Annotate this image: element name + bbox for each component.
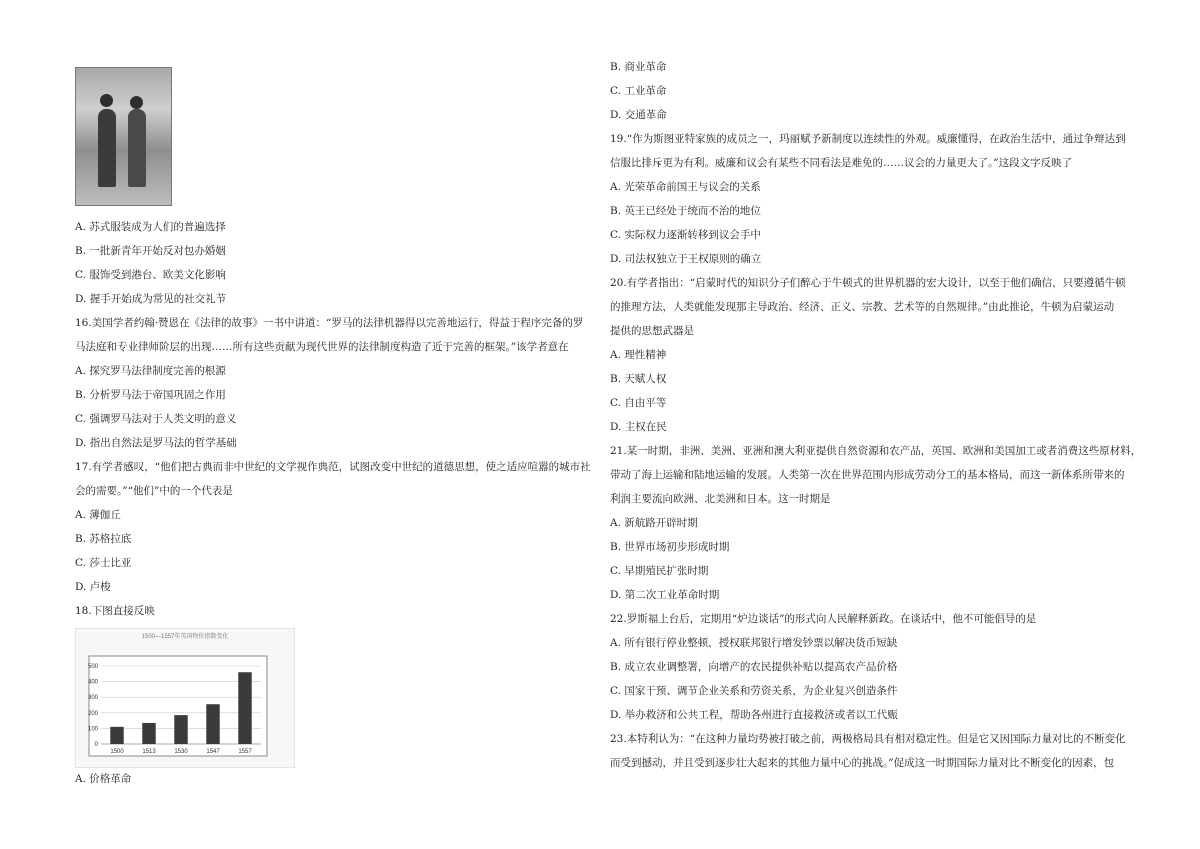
chart-x-tick-label: 1513 (142, 749, 156, 755)
q23-stem-line-1: 23.本特利认为：“在这种力量均势被打破之前，两极格局具有相对稳定性。但是它又因国际力量对比的不断变化 (610, 733, 1126, 745)
chart-y-tick-label: 500 (87, 664, 98, 670)
q17-stem-line-1: 17.有学者感叹，“他们把古典而非中世纪的文学视作典范，试图改变中世纪的道德思想，使之适应喧嚣的城市社 (75, 461, 591, 473)
q21-option-c: C. 早期殖民扩张时期 (610, 565, 709, 577)
couple-photo-image (75, 67, 172, 206)
q17-option-c: C. 莎士比亚 (75, 557, 132, 569)
chart-title: 1500—1557年英国物价指数变化 (141, 634, 229, 640)
woman-figure-icon (128, 109, 146, 187)
chart-y-tick-label: 400 (87, 679, 98, 686)
chart-bar-1500 (110, 727, 123, 744)
q21-stem-line-2: 带动了海上运输和陆地运输的发展。人类第一次在世界范围内形成劳动分工的基本格局，而这一新体系所带来的 (610, 469, 1125, 481)
q16-option-a: A. 探究罗马法律制度完善的根源 (75, 365, 226, 377)
q19-option-b: B. 英王已经处于统而不治的地位 (610, 205, 761, 217)
man-head-icon (100, 94, 113, 107)
q18-option-c: C. 工业革命 (610, 85, 667, 97)
chart-bar-1557 (238, 672, 251, 744)
q21-option-a: A. 新航路开辟时期 (610, 517, 698, 529)
q22-stem: 22.罗斯福上台后，定期用“炉边谈话”的形式向人民解释新政。在谈话中，他不可能倡导的是 (610, 613, 1037, 625)
q19-stem-line-1: 19.“作为斯图亚特家族的成员之一，玛丽赋予新制度以连续性的外观。威廉懂得，在政治生活中，通过争辩达到 (610, 133, 1126, 145)
q17-stem-line-2: 会的需要。”“他们”中的一个代表是 (75, 485, 233, 497)
q20-option-b: B. 天赋人权 (610, 373, 667, 385)
q19-option-c: C. 实际权力逐渐转移到议会手中 (610, 229, 761, 241)
q16-option-b: B. 分析罗马法于帝国巩固之作用 (75, 389, 226, 401)
price-index-chart (75, 628, 295, 768)
q20-option-a: A. 理性精神 (610, 349, 667, 361)
q16-stem-line-1: 16.美国学者约翰·赞恩在《法律的故事》一书中讲道：“罗马的法律机器得以完善地运行，得益于程序完备的罗 (75, 317, 584, 329)
q22-option-a: A. 所有银行停业整顿，授权联邦银行增发钞票以解决货币短缺 (610, 637, 898, 649)
q20-option-d: D. 主权在民 (610, 421, 667, 433)
chart-x-tick-label: 1530 (174, 749, 188, 755)
q21-stem-line-1: 21.某一时期，非洲、美洲、亚洲和澳大利亚提供自然资源和农产品，英国、欧洲和美国加工或者消费这些原材料， (610, 445, 1142, 457)
q17-option-a: A. 薄伽丘 (75, 509, 121, 521)
q21-stem-line-3: 利润主要流向欧洲、北美洲和日本。这一时期是 (610, 493, 831, 505)
chart-x-tick-label: 1547 (206, 749, 220, 755)
price-index-chart-svg (75, 628, 295, 768)
man-figure-icon (98, 109, 116, 187)
q21-option-b: B. 世界市场初步形成时期 (610, 541, 730, 553)
q22-option-c: C. 国家干预、调节企业关系和劳资关系，为企业复兴创造条件 (610, 685, 898, 697)
q19-option-a: A. 光荣革命前国王与议会的关系 (610, 181, 761, 193)
chart-y-tick-label: 0 (94, 742, 98, 748)
q18-option-d: D. 交通革命 (610, 109, 667, 121)
q15-option-b: B. 一批新青年开始反对包办婚姻 (75, 245, 226, 257)
chart-bar-1530 (174, 715, 187, 744)
q20-stem-line-2: 的推理方法，人类就能发现那主导政治、经济、正义、宗教、艺术等的自然规律。”由此推论，牛顿为启蒙运动 (610, 301, 1115, 313)
q18-option-b: B. 商业革命 (610, 61, 667, 73)
q16-option-d: D. 指出自然法是罗马法的哲学基础 (75, 437, 237, 449)
chart-y-tick-label: 100 (87, 726, 98, 733)
woman-head-icon (130, 96, 143, 109)
chart-bar-1513 (142, 723, 155, 744)
q20-option-c: C. 自由平等 (610, 397, 667, 409)
q19-stem-line-2: 信服比排斥更为有利。威廉和议会有某些不同看法是难免的……议会的力量更大了。”这段文字反映了 (610, 157, 1073, 169)
q20-stem-line-1: 20.有学者指出：“启蒙时代的知识分子们醉心于牛顿式的世界机器的宏大设计，以至于他们确信，只要遵循牛顿 (610, 277, 1126, 289)
q17-option-d: D. 卢梭 (75, 581, 111, 593)
q19-option-d: D. 司法权独立于王权原则的确立 (610, 253, 762, 265)
q20-stem-line-3: 提供的思想武器是 (610, 325, 694, 337)
chart-x-tick-label: 1557 (238, 749, 252, 755)
chart-bar-1547 (206, 704, 219, 744)
q18-option-a: A. 价格革命 (75, 773, 132, 785)
q21-option-d: D. 第二次工业革命时期 (610, 589, 720, 601)
chart-y-tick-label: 200 (87, 710, 98, 717)
q18-stem: 18.下图直接反映 (75, 605, 155, 617)
q16-stem-line-2: 马法庭和专业律师阶层的出现……所有这些贡献为现代世界的法律制度构造了近于完善的框架。”该学者意在 (75, 341, 569, 353)
chart-y-tick-label: 300 (87, 695, 98, 702)
q22-option-b: B. 成立农业调整署，向增产的农民提供补贴以提高农产品价格 (610, 661, 898, 673)
q22-option-d: D. 举办救济和公共工程，帮助各州进行直接救济或者以工代赈 (610, 709, 898, 721)
q15-option-d: D. 握手开始成为常见的社交礼节 (75, 293, 227, 305)
q15-option-a: A. 苏式服装成为人们的普遍选择 (75, 221, 226, 233)
q17-option-b: B. 苏格拉底 (75, 533, 132, 545)
q15-option-c: C. 服饰受到港台、欧美文化影响 (75, 269, 226, 281)
q16-option-c: C. 强调罗马法对于人类文明的意义 (75, 413, 237, 425)
q23-stem-line-2: 而受到撼动，并且受到逐步壮大起来的其他力量中心的挑战。”促成这一时期国际力量对比不断变化的因素，包 (610, 757, 1115, 769)
chart-x-tick-label: 1500 (110, 749, 124, 755)
